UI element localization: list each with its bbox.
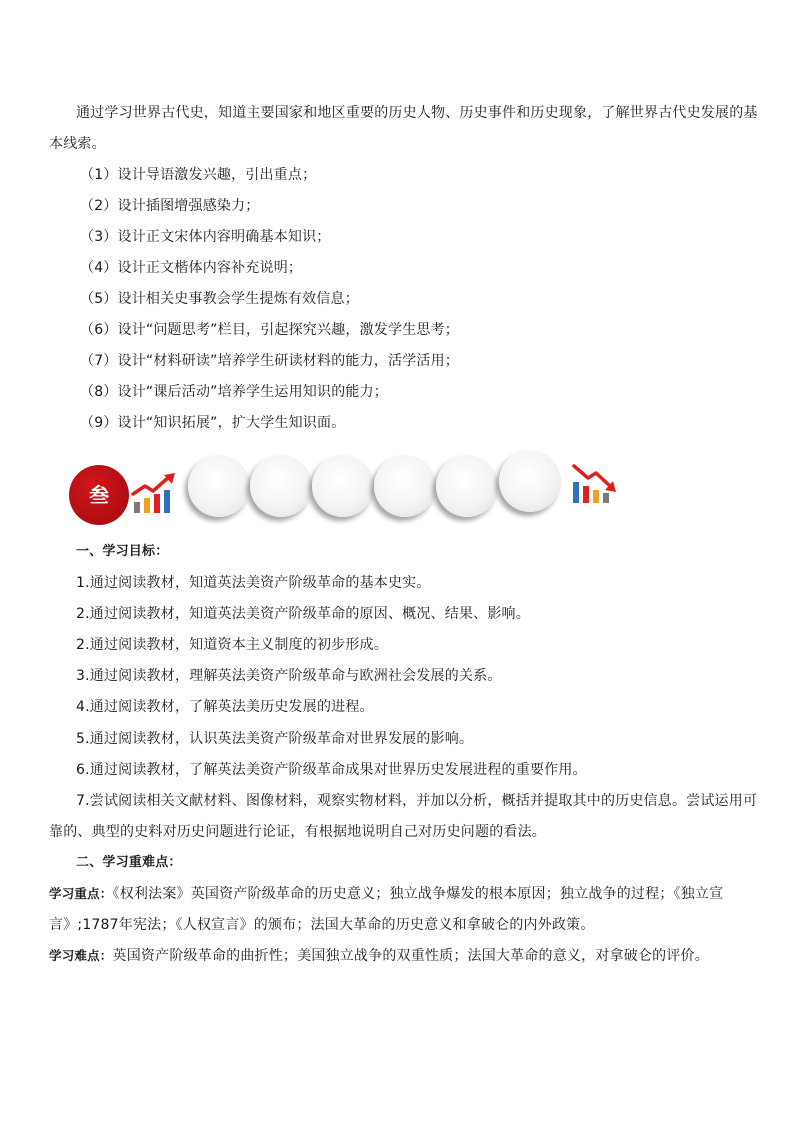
- design-item: （7）设计“材料研读”培养学生研读材料的能力，活学活用；: [80, 353, 460, 369]
- intro-line-2: 本线索。: [49, 136, 106, 152]
- key-points-line-1: [49, 884, 723, 904]
- key-points-text: 《权利法案》英国资产阶级革命的历史意义；独立战争爆发的根本原因；独立战争的过程；《独立宣: [112, 886, 724, 902]
- design-item: （1）设计导语激发兴趣，引出重点；: [80, 167, 317, 183]
- design-item: （3）设计正文宋体内容明确基本知识；: [80, 229, 331, 245]
- rising-chart-icon: [131, 472, 179, 516]
- goal-item: 2.通过阅读教材，知道资本主义制度的初步形成。: [76, 637, 388, 653]
- falling-chart-icon: [570, 462, 618, 506]
- goal-item: 5.通过阅读教材，认识英法美资产阶级革命对世界发展的影响。: [76, 731, 474, 747]
- decorative-ball: [436, 455, 498, 517]
- section-title-key-points: 二、学习重难点：: [76, 855, 182, 870]
- design-item: （2）设计插图增强感染力；: [80, 198, 260, 214]
- difficult-points-text: 英国资产阶级革命的曲折性；美国独立战争的双重性质；法国大革命的意义，对拿破仑的评价。: [112, 948, 709, 964]
- seal-char: 叁: [89, 483, 109, 507]
- decorative-ball: [188, 455, 250, 517]
- difficult-points-line: [49, 946, 709, 966]
- decorative-ball: [312, 455, 374, 517]
- design-item: （5）设计相关史事教会学生提炼有效信息；: [80, 291, 359, 307]
- goal-item: 6.通过阅读教材，了解英法美资产阶级革命成果对世界历史发展进程的重要作用。: [76, 762, 587, 778]
- goal-item-7-line-2: 靠的、典型的史料对历史问题进行论证，有根据地说明自己对历史问题的看法。: [49, 824, 546, 840]
- design-item: （6）设计“问题思考”栏目，引起探究兴趣，激发学生思考；: [80, 322, 460, 338]
- section-title-goals: 一、学习目标：: [76, 544, 169, 559]
- decorative-ball: [250, 455, 312, 517]
- goal-item: 1.通过阅读教材，知道英法美资产阶级革命的基本史实。: [76, 575, 431, 591]
- key-points-line-2: 言》;1787年宪法；《人权宣言》的颁布；法国大革命的历史意义和拿破仑的内外政策。: [49, 917, 595, 933]
- goal-item: 3.通过阅读教材，理解英法美资产阶级革命与欧洲社会发展的关系。: [76, 668, 502, 684]
- goal-item-7-line-1: 7.尝试阅读相关文献材料、图像材料，观察实物材料，并加以分析，概括并提取其中的历史信息。尝试运用可: [76, 793, 758, 809]
- decorative-ball: [499, 450, 561, 512]
- goal-item: 4.通过阅读教材，了解英法美历史发展的进程。: [76, 699, 374, 715]
- design-item: （9）设计“知识拓展”，扩大学生知识面。: [80, 415, 346, 431]
- goal-item: 2.通过阅读教材，知道英法美资产阶级革命的原因、概况、结果、影响。: [76, 606, 530, 622]
- key-points-label: 学习重点：: [49, 886, 113, 901]
- difficult-points-label: 学习难点：: [49, 948, 113, 963]
- intro-line-1: 通过学习世界古代史，知道主要国家和地区重要的历史人物、历史事件和历史现象，了解世界古代史发展的基: [76, 105, 758, 121]
- design-item: （8）设计“课后活动”培养学生运用知识的能力；: [80, 384, 389, 400]
- section-seal-badge: [69, 465, 129, 525]
- decorative-ball: [374, 455, 436, 517]
- design-item: （4）设计正文楷体内容补充说明；: [80, 260, 303, 276]
